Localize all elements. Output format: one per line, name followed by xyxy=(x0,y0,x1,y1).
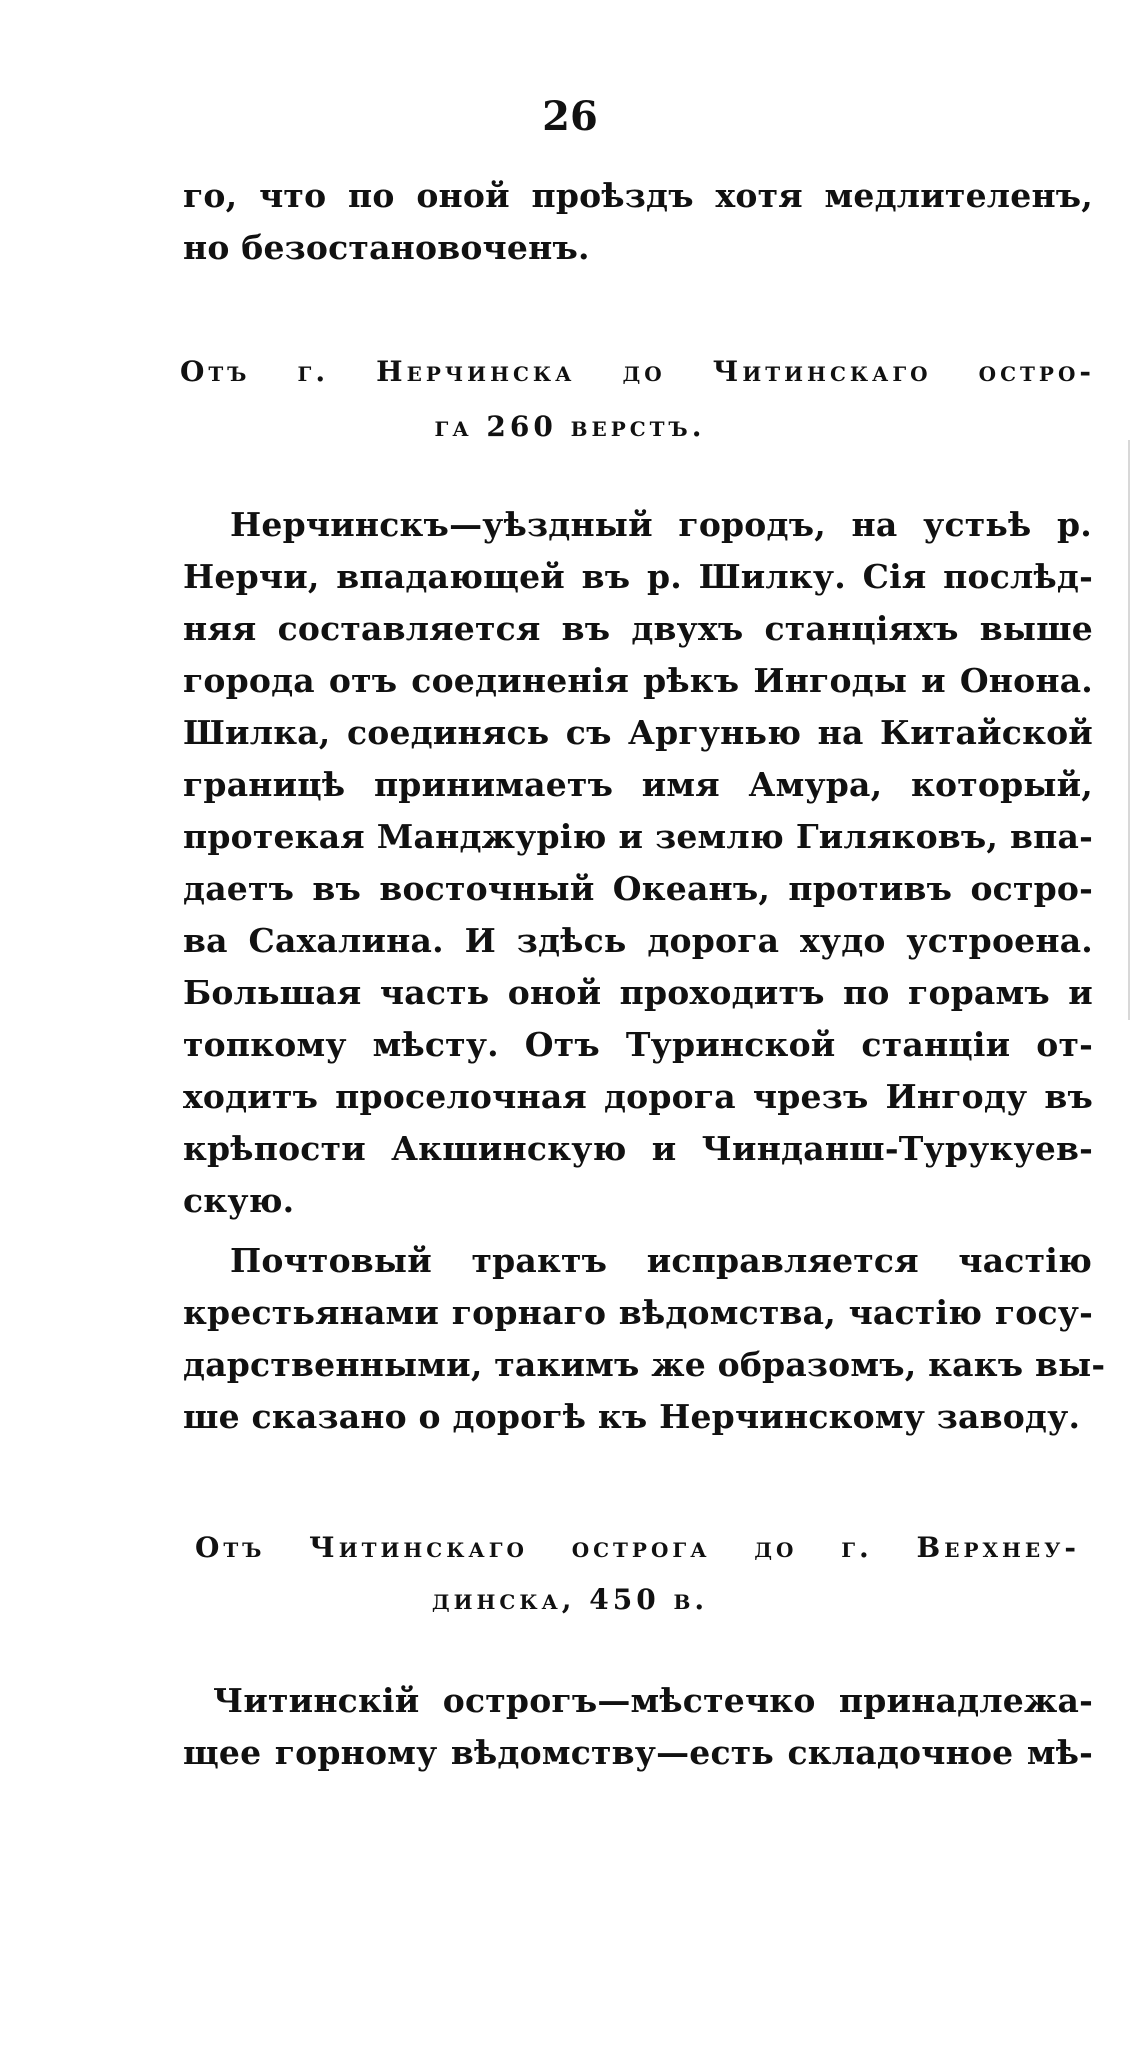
body-line: няя составляется въ двухъ станціяхъ выше xyxy=(183,609,1093,648)
body-line: Большая часть оной проходитъ по горамъ и xyxy=(183,973,1093,1012)
body-line: Нерчи, впадающей въ р. Шилку. Сія послѣд- xyxy=(183,557,1093,596)
body-line: даетъ въ восточный Океанъ, противъ остро- xyxy=(183,869,1093,908)
page-number: 26 xyxy=(542,93,598,140)
body-line: Нерчинскъ—уѣздный городъ, на устьѣ р. xyxy=(230,505,1092,544)
body-line: Шилка, соединясь съ Аргунью на Китайской xyxy=(183,713,1093,752)
intro-line: но безостановоченъ. xyxy=(183,228,590,267)
body-line: границѣ принимаетъ имя Амура, который, xyxy=(183,765,1093,804)
body-line: Почтовый трактъ исправляется частію xyxy=(230,1241,1092,1280)
body-line: дарственными, такимъ же образомъ, какъ вы- xyxy=(183,1345,1106,1384)
body-line: протекая Манджурію и землю Гиляковъ, впа- xyxy=(183,817,1093,856)
body-line: щее горному вѣдомству—есть складочное мѣ- xyxy=(183,1733,1093,1772)
intro-line: го, что по оной проѣздъ хотя медлителенъ, xyxy=(183,176,1093,215)
body-line: крестьянами горнаго вѣдомства, частію госу- xyxy=(183,1293,1093,1332)
body-line: Читинскій острогъ—мѣстечко принадлежа- xyxy=(213,1681,1093,1720)
body-line: скую. xyxy=(183,1181,295,1220)
section-heading-line: динска, 450 в. xyxy=(431,1583,709,1616)
section-heading-line: га 260 верстъ. xyxy=(434,410,706,443)
body-line: ше сказано о дорогѣ къ Нерчинскому заводу. xyxy=(183,1397,1081,1436)
section-heading-line: Отъ Читинскаго острога до г. Верхнеу- xyxy=(195,1531,1080,1564)
body-line: ва Сахалина. И здѣсь дорога худо устроена. xyxy=(183,921,1093,960)
body-line: города отъ соединенія рѣкъ Ингоды и Онона. xyxy=(183,661,1093,700)
body-line: топкому мѣсту. Отъ Туринской станціи от- xyxy=(183,1025,1093,1064)
section-heading-line: Отъ г. Нерчинска до Читинскаго остро- xyxy=(180,355,1095,388)
body-line: ходитъ проселочная дорога чрезъ Ингоду въ xyxy=(183,1077,1093,1116)
scan-edge-line xyxy=(1128,440,1130,1020)
body-line: крѣпости Акшинскую и Чинданш-Турукуев- xyxy=(183,1129,1093,1168)
